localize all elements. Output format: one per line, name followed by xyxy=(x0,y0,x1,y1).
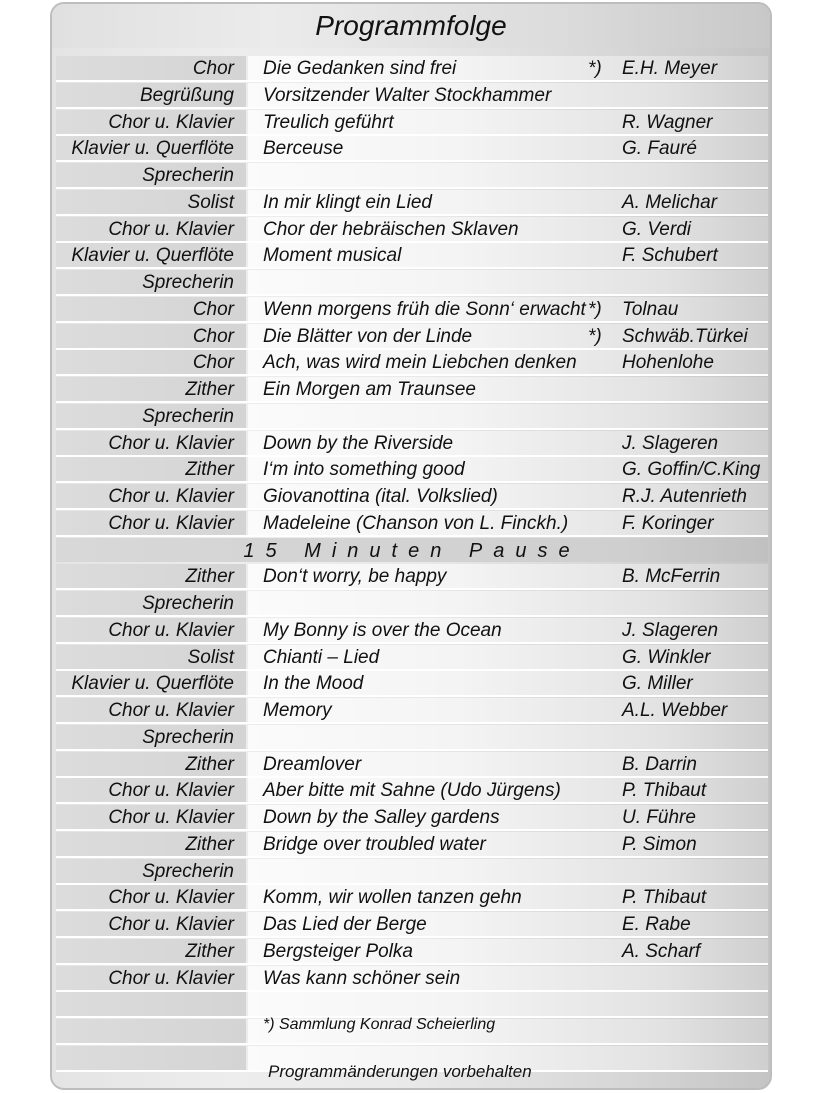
performer-label: Klavier u. Querflöte xyxy=(71,673,234,694)
composer-name: J. Slageren xyxy=(622,433,719,454)
composer-name: P. Thibaut xyxy=(622,887,707,908)
composer-name: G. Miller xyxy=(622,673,693,694)
program-row xyxy=(56,591,768,615)
program-row xyxy=(56,992,768,1016)
composer-name: Hohenlohe xyxy=(622,352,714,373)
performer-label: Chor u. Klavier xyxy=(108,914,234,935)
performer-label: Chor u. Klavier xyxy=(108,700,234,721)
performer-label: Chor u. Klavier xyxy=(108,486,234,507)
program-row xyxy=(56,912,768,936)
row-divider xyxy=(56,428,768,430)
performer-label: Chor xyxy=(192,58,234,79)
performer-label: Zither xyxy=(185,834,234,855)
performer-label: Sprecherin xyxy=(142,165,234,186)
composer-name: P. Simon xyxy=(622,834,697,855)
row-divider xyxy=(56,642,768,644)
piece-title: Die Gedanken sind frei xyxy=(263,58,457,79)
program-row xyxy=(56,136,768,160)
row-divider xyxy=(56,749,768,751)
piece-title: Chianti – Lied xyxy=(263,647,380,668)
program-row xyxy=(56,832,768,856)
program-row xyxy=(56,805,768,829)
piece-cell xyxy=(248,270,768,294)
row-divider xyxy=(56,107,768,109)
piece-title: Die Blätter von der Linde xyxy=(263,326,473,347)
program-row xyxy=(56,671,768,695)
performer-label: Zither xyxy=(185,459,234,480)
program-row xyxy=(56,324,768,348)
footnote-mark: *) xyxy=(588,58,602,79)
performer-label: Solist xyxy=(187,192,234,213)
composer-name: R. Wagner xyxy=(622,112,713,133)
program-row xyxy=(56,297,768,321)
composer-name: P. Thibaut xyxy=(622,780,707,801)
row-divider xyxy=(56,160,768,162)
program-row xyxy=(56,350,768,374)
row-divider xyxy=(56,615,768,617)
piece-cell xyxy=(248,859,768,883)
composer-name: A. Scharf xyxy=(622,941,701,962)
piece-title: Ach, was wird mein Liebchen denken xyxy=(263,352,577,373)
composer-name: Schwäb.Türkei xyxy=(622,326,748,347)
piece-cell xyxy=(248,725,768,749)
performer-label: Sprecherin xyxy=(142,272,234,293)
performer-label: Chor u. Klavier xyxy=(108,968,234,989)
program-row xyxy=(56,110,768,134)
program-row xyxy=(56,752,768,776)
composer-name: B. McFerrin xyxy=(622,566,721,587)
program-row xyxy=(56,484,768,508)
piece-title: Dreamlover xyxy=(263,754,362,775)
row-divider xyxy=(56,535,768,537)
performer-label: Zither xyxy=(185,754,234,775)
piece-title: Ein Morgen am Traunsee xyxy=(263,379,476,400)
performer-label: Chor u. Klavier xyxy=(108,807,234,828)
row-divider xyxy=(56,214,768,216)
program-row xyxy=(56,645,768,669)
composer-name: R.J. Autenrieth xyxy=(622,486,747,507)
program-row xyxy=(56,217,768,241)
piece-title: Das Lied der Berge xyxy=(263,914,427,935)
composer-name: E. Rabe xyxy=(622,914,691,935)
piece-title: I‘m into something good xyxy=(263,459,465,480)
performer-label: Zither xyxy=(185,566,234,587)
piece-title: Bergsteiger Polka xyxy=(263,941,413,962)
program-row xyxy=(56,939,768,963)
piece-title: In mir klingt ein Lied xyxy=(263,192,432,213)
performer-label: Chor u. Klavier xyxy=(108,620,234,641)
program-row xyxy=(56,83,768,107)
performer-label: Chor xyxy=(192,299,234,320)
performer-label xyxy=(56,1046,234,1070)
row-divider xyxy=(56,80,768,82)
composer-name: U. Führe xyxy=(622,807,696,828)
performer-label: Chor u. Klavier xyxy=(108,887,234,908)
row-divider xyxy=(56,294,768,296)
performer-label: Sprecherin xyxy=(142,593,234,614)
performer-label: Chor xyxy=(192,352,234,373)
row-divider xyxy=(56,856,768,858)
row-divider xyxy=(56,401,768,403)
piece-title: Komm, wir wollen tanzen gehn xyxy=(263,887,522,908)
piece-title: Aber bitte mit Sahne (Udo Jürgens) xyxy=(263,780,561,801)
piece-title: Bridge over troubled water xyxy=(263,834,486,855)
program-row xyxy=(56,404,768,428)
composer-name: E.H. Meyer xyxy=(622,58,718,79)
piece-title: In the Mood xyxy=(263,673,364,694)
piece-title: Vorsitzender Walter Stockhammer xyxy=(263,85,552,106)
row-divider xyxy=(56,802,768,804)
performer-label: Chor u. Klavier xyxy=(108,112,234,133)
piece-title: Memory xyxy=(263,700,332,721)
performer-label: Sprecherin xyxy=(142,727,234,748)
performer-label: Chor u. Klavier xyxy=(108,219,234,240)
program-row xyxy=(56,859,768,883)
composer-name: G. Goffin/C.King xyxy=(622,459,761,480)
program-changes-note: Programmänderungen vorbehalten xyxy=(268,1062,532,1081)
piece-title: Moment musical xyxy=(263,245,402,266)
composer-name: F. Koringer xyxy=(622,513,714,534)
program-row xyxy=(56,966,768,990)
composer-name: A.L. Webber xyxy=(622,700,728,721)
program-row xyxy=(56,190,768,214)
performer-label: Zither xyxy=(185,941,234,962)
performer-label: Klavier u. Querflöte xyxy=(71,138,234,159)
footnote-mark: *) xyxy=(588,326,602,347)
row-divider xyxy=(56,267,768,269)
performer-label: Sprecherin xyxy=(142,406,234,427)
program-row xyxy=(56,377,768,401)
composer-name: G. Winkler xyxy=(622,647,711,668)
piece-title: Madeleine (Chanson von L. Finckh.) xyxy=(263,513,569,534)
piece-title: Wenn morgens früh die Sonn‘ erwacht xyxy=(263,299,586,320)
piece-cell xyxy=(248,591,768,615)
footnote: *) Sammlung Konrad Scheierling xyxy=(263,1016,496,1033)
program-title: Programmfolge xyxy=(52,4,770,48)
program-row xyxy=(56,564,768,588)
performer-label: Zither xyxy=(185,379,234,400)
piece-title: Don‘t worry, be happy xyxy=(263,566,447,587)
piece-title: Down by the Salley gardens xyxy=(263,807,500,828)
performer-label xyxy=(56,1019,234,1043)
composer-name: F. Schubert xyxy=(622,245,718,266)
piece-title: My Bonny is over the Ocean xyxy=(263,620,502,641)
program-row xyxy=(56,163,768,187)
row-divider xyxy=(56,909,768,911)
piece-title: Berceuse xyxy=(263,138,344,159)
composer-name: B. Darrin xyxy=(622,754,697,775)
composer-name: Tolnau xyxy=(622,299,679,320)
program-row xyxy=(56,725,768,749)
row-divider xyxy=(56,1043,768,1045)
row-divider xyxy=(56,187,768,189)
program-row xyxy=(56,457,768,481)
row-divider xyxy=(56,695,768,697)
program-row xyxy=(56,243,768,267)
row-divider xyxy=(56,963,768,965)
piece-title: Giovanottina (ital. Volkslied) xyxy=(263,486,498,507)
program-row xyxy=(56,885,768,909)
row-divider xyxy=(56,936,768,938)
performer-label: Chor u. Klavier xyxy=(108,780,234,801)
row-divider xyxy=(56,829,768,831)
performer-label: Begrüßung xyxy=(139,85,234,106)
program-row xyxy=(56,511,768,535)
program-row xyxy=(56,618,768,642)
composer-name: A. Melichar xyxy=(622,192,718,213)
row-divider xyxy=(56,722,768,724)
intermission-row: 15 Minuten Pause xyxy=(56,538,768,562)
row-divider xyxy=(56,481,768,483)
performer-label: Klavier u. Querflöte xyxy=(71,245,234,266)
program-row xyxy=(56,270,768,294)
piece-title: Chor der hebräischen Sklaven xyxy=(263,219,519,240)
program-row xyxy=(56,56,768,80)
row-divider xyxy=(56,374,768,376)
composer-name: J. Slageren xyxy=(622,620,719,641)
piece-cell xyxy=(248,163,768,187)
composer-name: G. Verdi xyxy=(622,219,691,240)
composer-name: G. Fauré xyxy=(622,138,697,159)
piece-cell xyxy=(248,404,768,428)
footnote-mark: *) xyxy=(588,299,602,320)
performer-label: Chor u. Klavier xyxy=(108,513,234,534)
piece-title: Was kann schöner sein xyxy=(263,968,461,989)
piece-cell xyxy=(248,992,768,1016)
performer-label xyxy=(56,992,234,1016)
performer-label: Solist xyxy=(187,647,234,668)
row-divider xyxy=(56,588,768,590)
row-divider xyxy=(56,321,768,323)
program-row xyxy=(56,431,768,455)
row-divider xyxy=(56,508,768,510)
piece-title: Treulich geführt xyxy=(263,112,394,133)
program-row xyxy=(56,778,768,802)
performer-label: Sprecherin xyxy=(142,861,234,882)
piece-title: Down by the Riverside xyxy=(263,433,454,454)
performer-label: Chor xyxy=(192,326,234,347)
performer-label: Chor u. Klavier xyxy=(108,433,234,454)
program-row xyxy=(56,698,768,722)
